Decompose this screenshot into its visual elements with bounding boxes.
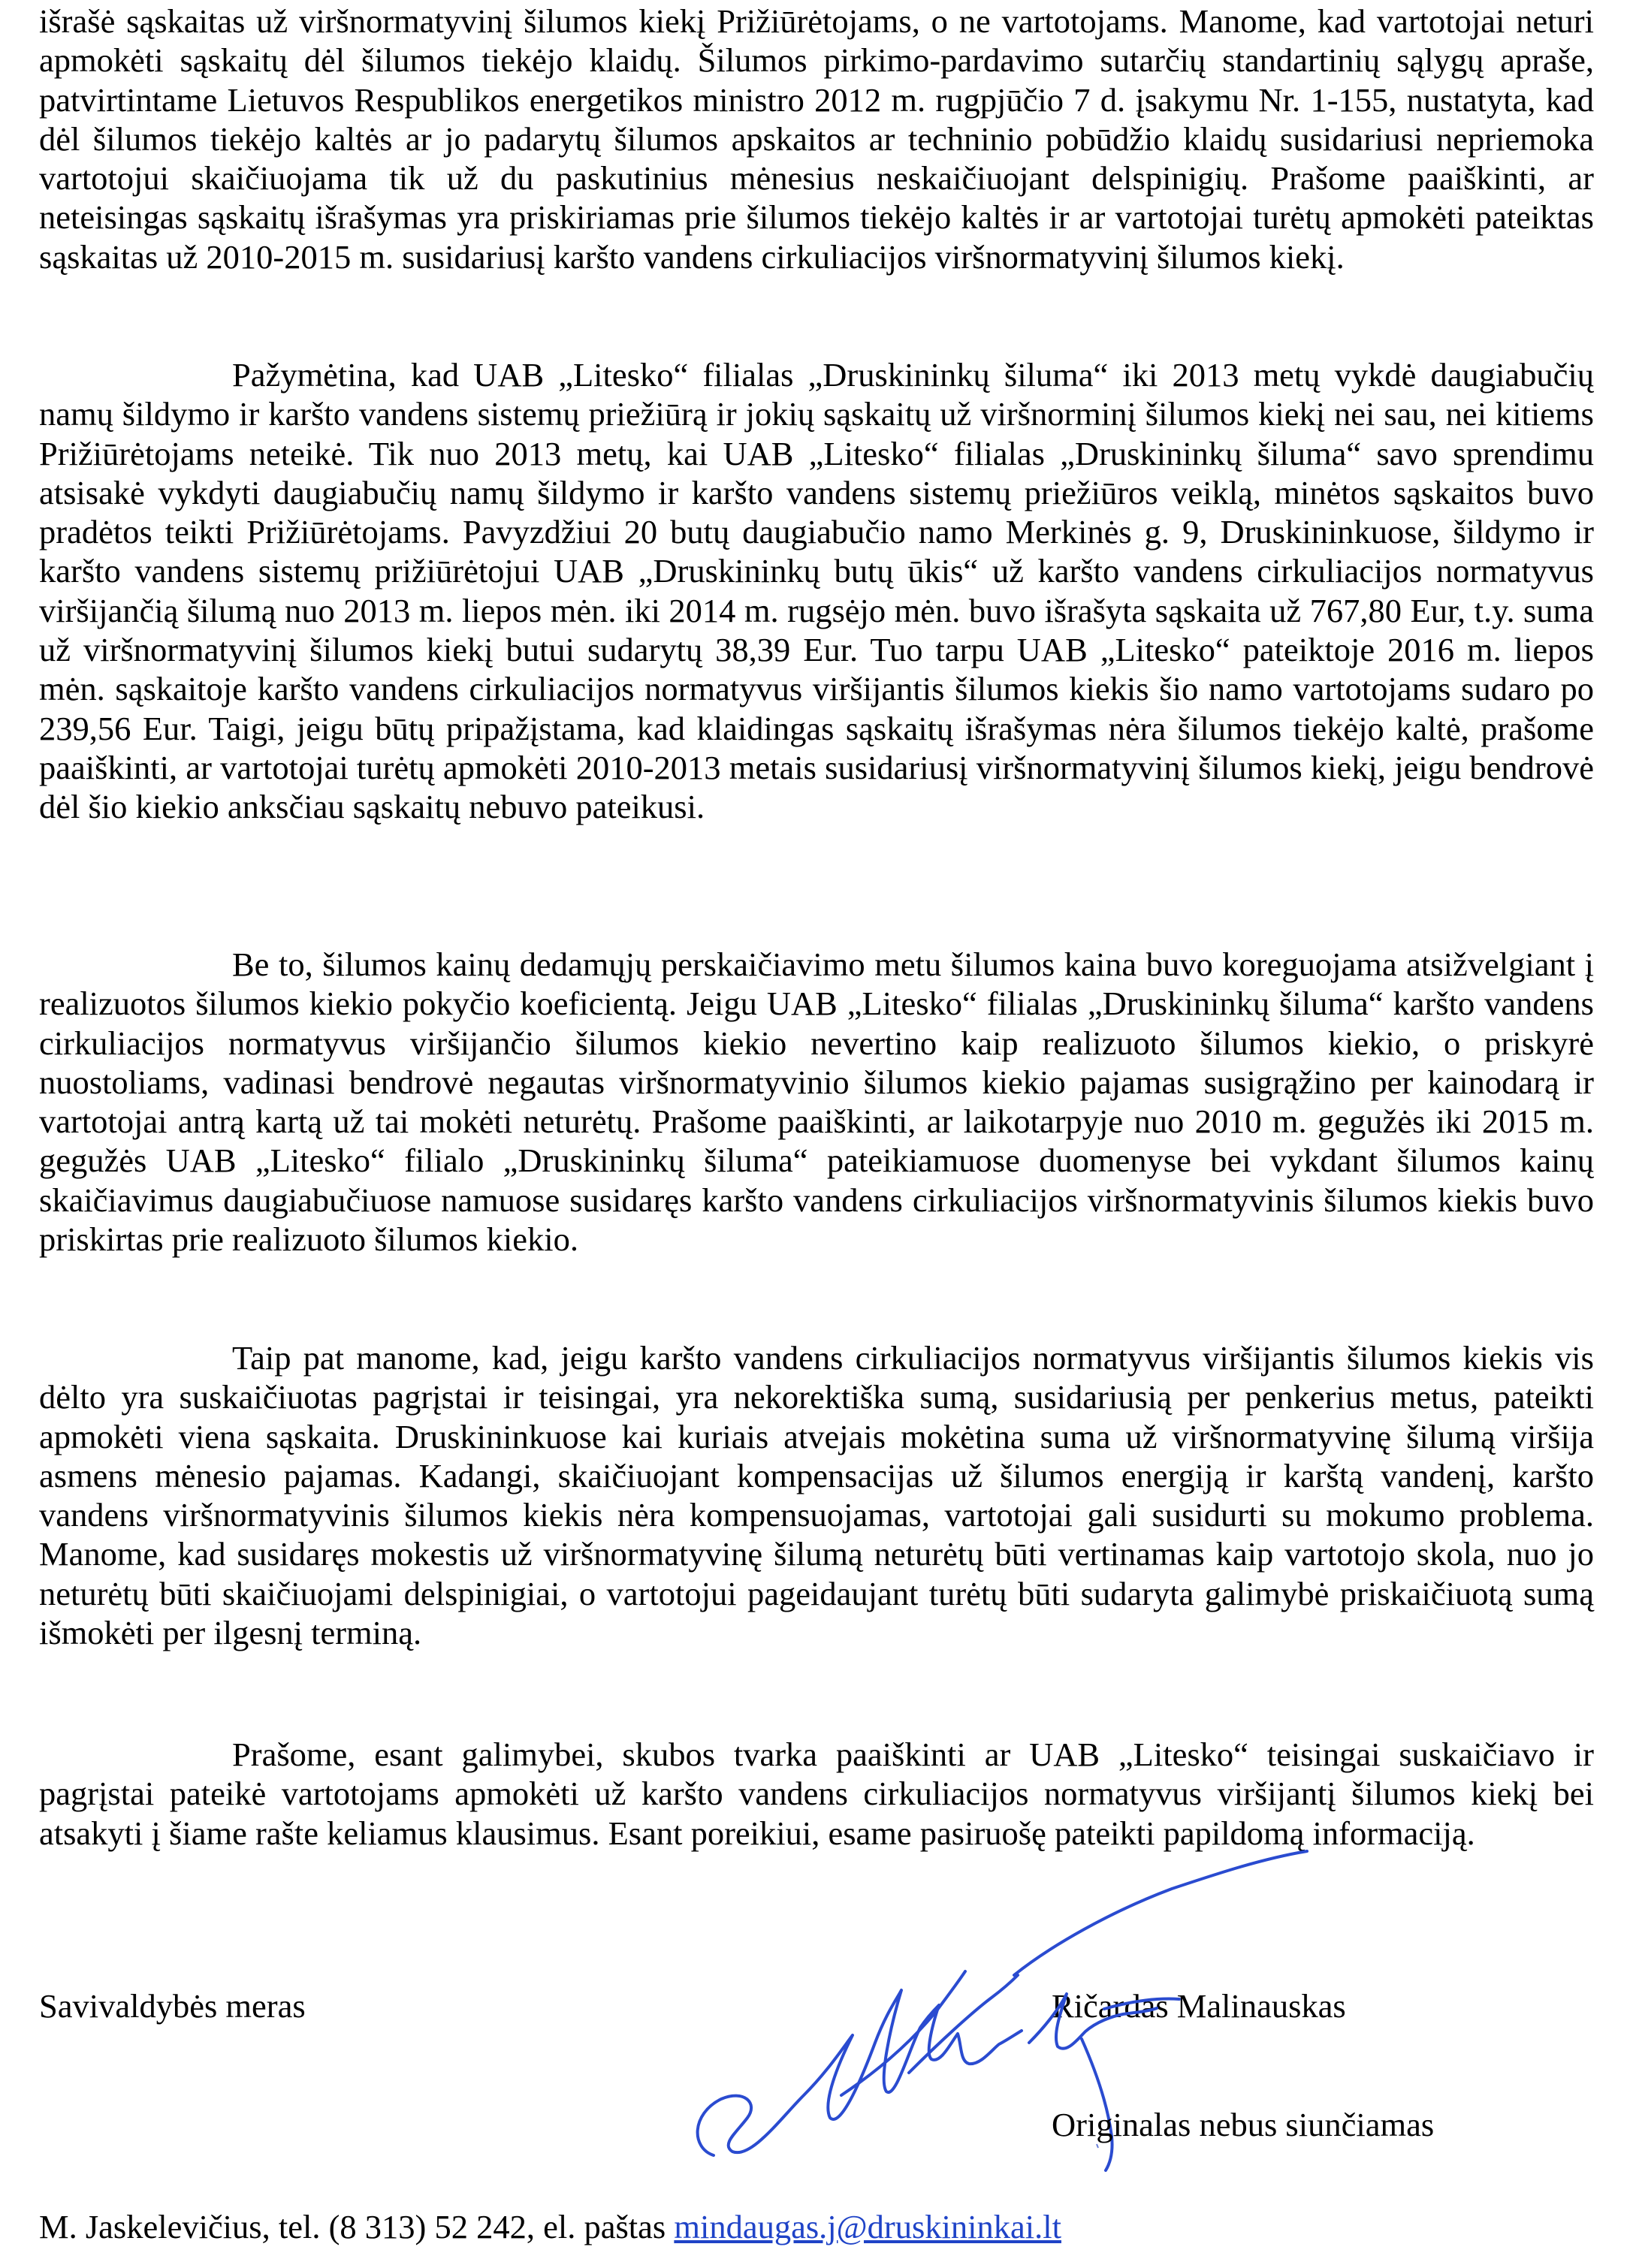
- paragraph-continuation: išrašė sąskaitas už viršnormatyvinį šilumos kiekį Prižiūrėtojams, o ne vartotojams. Manome, kad vartotojai neturi apmokėti sąskaitų dėl šilumos tiekėjo klaidų. Šilumos pirkimo-pardavimo sutarčių standartinių sąlygų apraše, patvirtintame Lietuvos Respublikos energetikos ministro 2012 m. rugpjūčio 7 d. įsakymu Nr. 1-155, nustatyta, kad dėl šilumos tiekėjo kaltės ar jo padarytų šilumos apskaitos ar techninio pobūdžio klaidų susidariusi nepriemoka vartotojui skaičiuojama tik už du paskutinius mėnesius neskaičiuojant delspinigių. Prašome paaiškinti, ar neteisingas sąskaitų išrašymas yra priskiriamas prie šilumos tiekėjo kaltės ir ar vartotojai turėtų apmokėti pateiktas sąskaitas už 2010-2015 m. susidariusį karšto vandens cirkuliacijos viršnormatyvinį šilumos kiekį.: [39, 2, 1594, 276]
- signatory-role: Savivaldybės meras: [39, 1987, 306, 2025]
- original-not-sent-note: Originalas nebus siunčiamas: [1052, 2106, 1435, 2143]
- contact-line: [39, 2207, 1061, 2246]
- contact-text: M. Jaskelevičius, tel. (8 313) 52 242, el. paštas: [39, 2208, 675, 2245]
- email-link[interactable]: mindaugas.j@druskininkai.lt: [674, 2208, 1061, 2245]
- paragraph-druskininku-siluma: Pažymėtina, kad UAB „Litesko“ filialas „Druskininkų šiluma“ iki 2013 metų vykdė daugiabučių namų šildymo ir karšto vandens sistemų priežiūrą ir jokių sąskaitų už viršnorminį šilumos kiekį nei sau, nei kitiems Prižiūrėtojams neteikė. Tik nuo 2013 metų, kai UAB „Litesko“ filialas „Druskininkų šiluma“ savo sprendimu atsisakė vykdyti daugiabučių namų šildymo ir karšto vandens sistemų priežiūros veiklą, minėtos sąskaitos buvo pradėtos teikti Prižiūrėtojams. Pavyzdžiui 20 butų daugiabučio namo Merkinės g. 9, Druskininkuose, šildymo ir karšto vandens sistemų prižiūrėtojui UAB „Druskininkų butų ūkis“ už karšto vandens cirkuliacijos normatyvus viršijančią šilumą nuo 2013 m. liepos mėn. iki 2014 m. rugsėjo mėn. buvo išrašyta sąskaita už 767,80 Eur, t.y. suma už viršnormatyvinį šilumos kiekį butui sudarytų 38,39 Eur. Tuo tarpu UAB „Litesko“ pateiktoje 2016 m. liepos mėn. sąskaitoje karšto vandens cirkuliacijos normatyvus viršijantis šilumos kiekis šio namo vartotojams sudaro po 239,56 Eur. Taigi, jeigu būtų pripažįstama, kad klaidingas sąskaitų išrašymas nėra šilumos tiekėjo kaltė, prašome paaiškinti, ar vartotojai turėtų apmokėti 2010-2013 metais susidariusį viršnormatyvinį šilumos kiekį, jeigu bendrovė dėl šio kiekio anksčiau sąskaitų nebuvo pateikusi.: [39, 356, 1594, 826]
- signatory-name: Ričardas Malinauskas: [1052, 1987, 1346, 2025]
- paragraph-prasymas: Prašome, esant galimybei, skubos tvarka paaiškinti ar UAB „Litesko“ teisingai suskaičiavo ir pagrįstai pateikė vartotojams apmokėti už karšto vandens cirkuliacijos normatyvus viršijantį šilumos kiekį bei atsakyti į šiame rašte keliamus klausimus. Esant poreikiui, esame pasiruošę pateikti papildomą informaciją.: [39, 1736, 1594, 1852]
- paragraph-mokumo-problema: Taip pat manome, kad, jeigu karšto vandens cirkuliacijos normatyvus viršijantis šilumos kiekis vis dėlto yra suskaičiuotas pagrįstai ir teisingai, yra nekorektiška sumą, susidariusią per penkerius metus, pateikti apmokėti viena sąskaita. Druskininkuose kai kuriais atvejais mokėtina suma už viršnormatyvinę šilumą viršija asmens mėnesio pajamas. Kadangi, skaičiuojant kompensacijas už šilumos energiją ir karštą vandenį, karšto vandens viršnormatyvinis šilumos kiekis nėra kompensuojamas, vartotojai gali susidurti su mokumo problema. Manome, kad susidaręs mokestis už viršnormatyvinę šilumą neturėtų būti vertinamas kaip vartotojo skola, nuo jo neturėtų būti skaičiuojami delspinigiai, o vartotojui pageidaujant turėtų būti sudaryta galimybė priskaičiuotą sumą išmokėti per ilgesnį terminą.: [39, 1339, 1594, 1652]
- paragraph-kainu-perskaiciavimas: Be to, šilumos kainų dedamųjų perskaičiavimo metu šilumos kaina buvo koreguojama atsižvelgiant į realizuotos šilumos kiekio pokyčio koeficientą. Jeigu UAB „Litesko“ filialas „Druskininkų šiluma“ karšto vandens cirkuliacijos normatyvus viršijančio šilumos kiekio nevertino kaip realizuoto šilumos kiekio, o priskyrė nuostoliams, vadinasi bendrovė negautas viršnormatyvinio šilumos kiekio pajamas susigrąžino per kainodarą ir vartotojai antrą kartą už tai mokėti neturėtų. Prašome paaiškinti, ar laikotarpyje nuo 2010 m. gegužės iki 2015 m. gegužės UAB „Litesko“ filialo „Druskininkų šiluma“ pateikiamuose duomenyse bei vykdant šilumos kainų skaičiavimus daugiabučiuose namuose susidaręs karšto vandens cirkuliacijos viršnormatyvinis šilumos kiekis buvo priskirtas prie realizuoto šilumos kiekio.: [39, 946, 1594, 1259]
